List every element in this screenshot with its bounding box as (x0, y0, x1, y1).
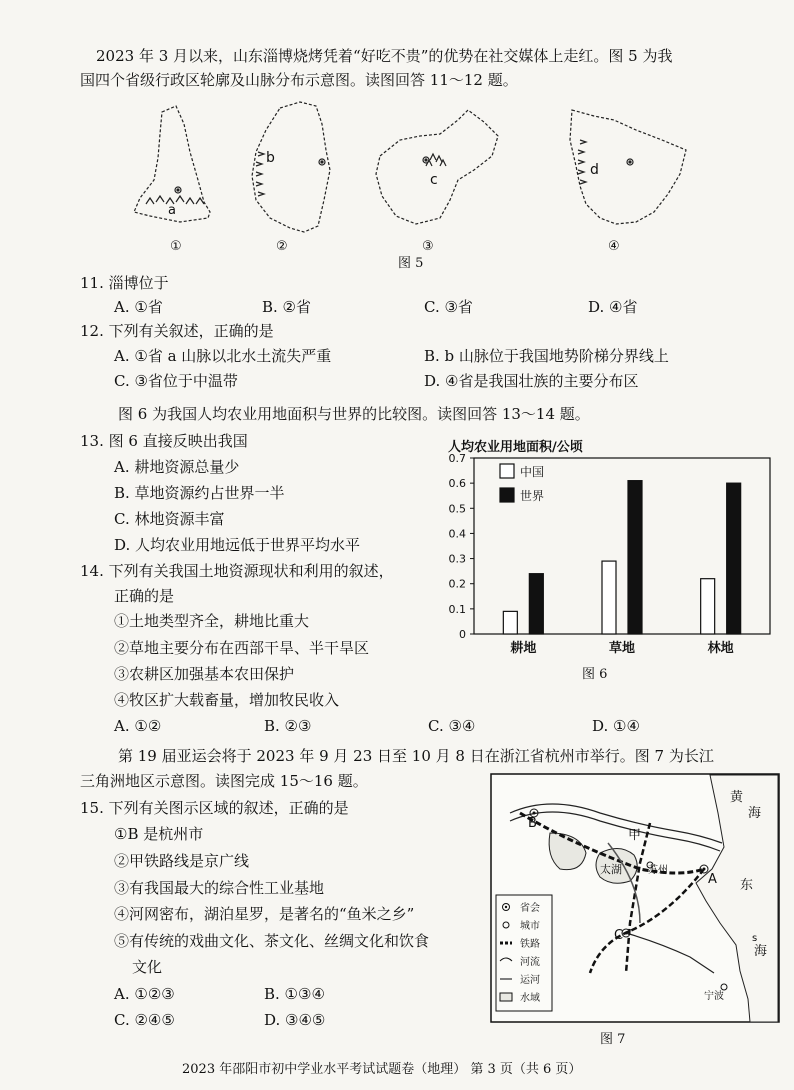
q11-option-d: D. ④省 (588, 298, 638, 316)
y-tick-label: 0.3 (448, 552, 466, 566)
bar-world-2 (727, 483, 741, 634)
q15-option-a: A. ①②③ (114, 985, 175, 1003)
q15-item-3: ③有我国最大的综合性工业基地 (114, 879, 325, 897)
map-label-taihu: 太湖 (600, 863, 622, 876)
q11-stem: 11. 淄博位于 (80, 274, 169, 292)
legend-label-0: 中国 (520, 465, 545, 479)
q15-item-4: ④河网密布，湖泊星罗，是著名的“鱼米之乡” (114, 905, 415, 923)
map-number-3: ③ (422, 239, 434, 254)
q13-option-c: C. 林地资源丰富 (114, 510, 225, 528)
q12-option-d: D. ④省是我国壮族的主要分布区 (424, 372, 639, 390)
q15-item-2: ②甲铁路线是京广线 (114, 852, 250, 870)
map-number-4: ④ (608, 239, 620, 254)
q15-stem: 15. 下列有关图示区域的叙述，正确的是 (80, 799, 349, 817)
y-tick-label: 0.4 (448, 527, 466, 541)
map-number-2: ② (276, 239, 288, 254)
q15-option-b: B. ①③④ (264, 985, 325, 1003)
legend-river: 河流 (520, 957, 540, 968)
q14-stem-line-2: 正确的是 (114, 587, 175, 605)
q14-option-c: C. ③④ (428, 717, 476, 735)
x-category-label: 草地 (608, 641, 636, 656)
q15-item-1: ①B 是杭州市 (114, 825, 204, 843)
q12-stem: 12. 下列有关叙述，正确的是 (80, 322, 274, 340)
map-label-hai-2: 海 (754, 944, 768, 959)
q14-item-1: ①土地类型齐全，耕地比重大 (114, 612, 310, 630)
figure-7-caption: 图 7 (600, 1032, 626, 1047)
legend-canal: 运河 (520, 975, 540, 986)
bar-world-0 (529, 574, 543, 634)
y-tick-label: 0.6 (448, 477, 466, 491)
intro-line-2: 国四个省级行政区轮廓及山脉分布示意图。读图回答 11～12 题。 (80, 71, 518, 89)
q14-item-3: ③农耕区加强基本农田保护 (114, 665, 295, 683)
q15-item-5: ⑤有传统的戏曲文化、茶文化、丝绸文化和饮食 (114, 932, 430, 950)
map-label-suzhou: 苏州 (648, 865, 668, 876)
map-label-jia: 甲 (628, 828, 642, 843)
figure-5-caption: 图 5 (398, 256, 424, 271)
bar-china-1 (602, 561, 616, 634)
q14-option-b: B. ②③ (264, 717, 312, 735)
map-legend (496, 895, 552, 1011)
figure-7-map (490, 773, 780, 1023)
province-map-3 (376, 110, 498, 224)
y-tick-label: 0.2 (448, 577, 466, 591)
q15-item-5-continued: 文化 (132, 958, 163, 976)
intro-3-line-2: 三角洲地区示意图。读图完成 15～16 题。 (80, 772, 368, 790)
intro-3-line-1: 第 19 届亚运会将于 2023 年 9 月 23 日至 10 月 8 日在浙江省杭州市举行。图 7 为长江 (118, 747, 714, 765)
map-label-b: B (528, 816, 537, 831)
intro-2: 图 6 为我国人均农业用地面积与世界的比较图。读图回答 13～14 题。 (118, 405, 590, 423)
q14-item-4: ④牧区扩大载畜量，增加牧民收入 (114, 691, 340, 709)
map-label-dong: 东 (740, 878, 754, 893)
q14-option-a: A. ①② (114, 717, 162, 735)
province-map-1 (134, 106, 210, 222)
q13-option-b: B. 草地资源约占世界一半 (114, 484, 285, 502)
bar-china-2 (701, 579, 715, 634)
q11-option-b: B. ②省 (262, 298, 312, 316)
mountain-label-c: c (430, 172, 438, 188)
q12-option-b: B. b 山脉位于我国地势阶梯分界线上 (424, 347, 669, 365)
mountain-label-a: a (168, 203, 176, 218)
legend-label-1: 世界 (520, 489, 545, 503)
q11-option-c: C. ③省 (424, 298, 473, 316)
q14-option-d: D. ①④ (592, 717, 640, 735)
map-label-a: A (708, 872, 717, 887)
q13-option-a: A. 耕地资源总量少 (114, 458, 240, 476)
bar-world-1 (628, 481, 642, 634)
q15-option-d: D. ③④⑤ (264, 1011, 326, 1029)
map-label-hai-1: 海 (748, 806, 762, 821)
legend-swatch-0 (500, 464, 514, 478)
q15-option-c: C. ②④⑤ (114, 1011, 175, 1029)
q14-stem-line-1: 14. 下列有关我国土地资源现状和利用的叙述， (80, 562, 394, 580)
province-map-4 (570, 110, 686, 224)
map-label-ningbo: 宁波 (704, 991, 724, 1002)
legend-city: 城市 (520, 921, 540, 932)
legend-railway: 铁路 (520, 939, 540, 950)
bar-china-0 (503, 611, 517, 634)
map-label-s: s (752, 933, 758, 944)
y-tick-label: 0.7 (448, 452, 466, 465)
intro-line-1: 2023 年 3 月以来，山东淄博烧烤凭着“好吃不贵”的优势在社交媒体上走红。图 5 为我 (96, 47, 673, 65)
mountain-label-b: b (266, 150, 275, 166)
figure-5-maps (120, 100, 700, 270)
x-category-label: 林地 (707, 641, 734, 656)
figure-6-chart (440, 448, 780, 658)
legend-water: 水域 (520, 993, 540, 1004)
q12-option-c: C. ③省位于中温带 (114, 372, 238, 390)
map-number-1: ① (170, 239, 182, 254)
legend-capital: 省会 (520, 903, 540, 914)
chart-title: 人均农业用地面积/公顷 (448, 440, 583, 455)
q13-option-d: D. 人均农业用地远低于世界平均水平 (114, 536, 361, 554)
x-category-label: 耕地 (510, 641, 537, 656)
y-tick-label: 0.5 (448, 502, 466, 516)
province-map-2 (252, 102, 330, 232)
y-tick-label: 0 (459, 628, 466, 641)
q12-option-a: A. ①省 a 山脉以北水土流失严重 (114, 347, 332, 365)
y-tick-label: 0.1 (448, 602, 466, 616)
q13-stem: 13. 图 6 直接反映出我国 (80, 432, 248, 450)
q14-item-2: ②草地主要分布在西部干旱、半干旱区 (114, 639, 370, 657)
legend-swatch-1 (500, 488, 514, 502)
figure-6-caption: 图 6 (582, 667, 608, 682)
page-footer: 2023 年邵阳市初中学业水平考试试题卷（地理） 第 3 页（共 6 页） (182, 1062, 582, 1077)
chart-frame (474, 458, 770, 634)
map-label-huang: 黄 (730, 790, 744, 805)
map-label-c: C (614, 928, 624, 943)
q11-option-a: A. ①省 (114, 298, 163, 316)
mountain-label-d: d (590, 162, 599, 178)
